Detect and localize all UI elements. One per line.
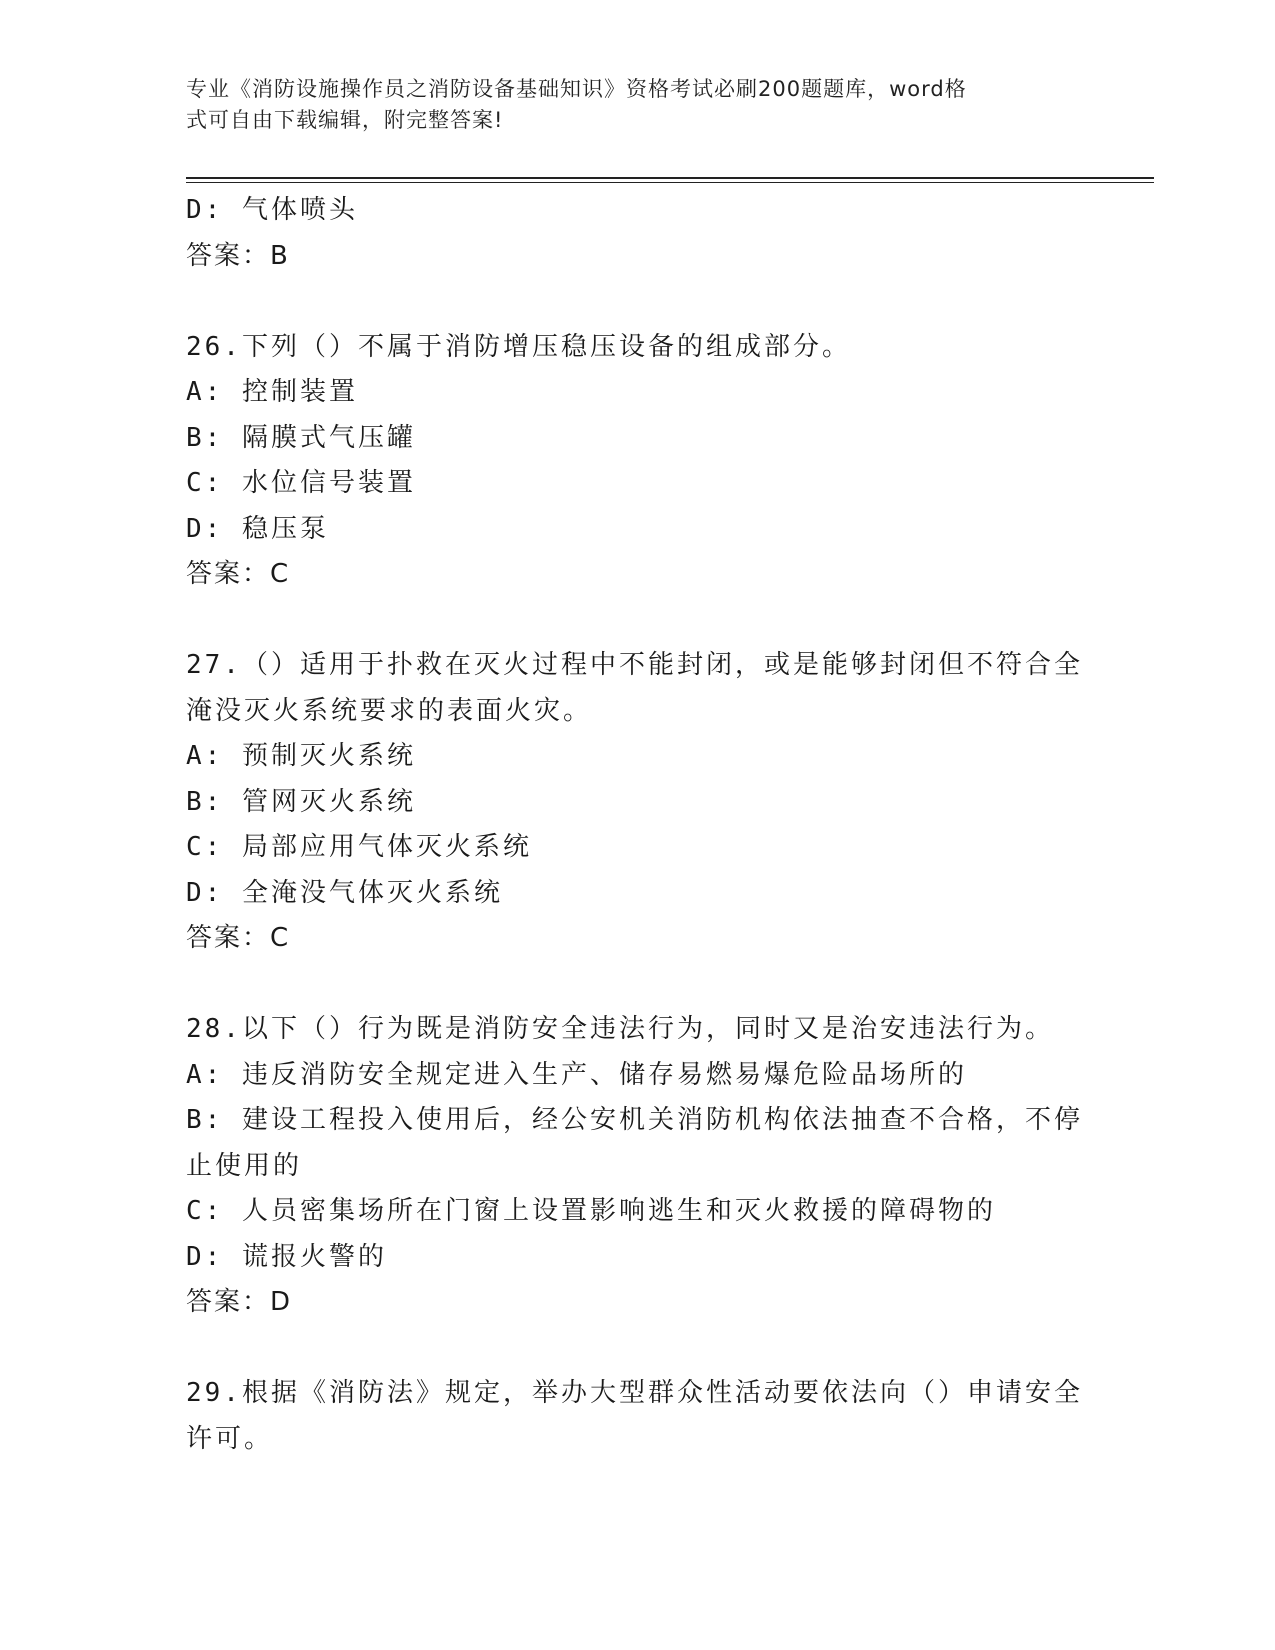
option-d: D: 谎报火警的 [186,1241,387,1272]
header-divider [186,177,1154,179]
question-28 [186,1007,1086,1326]
question-29 [186,1371,1086,1462]
header-divider-thin [186,182,1154,183]
spacer [186,962,1086,1008]
option-c: C: 水位信号装置 [186,468,416,498]
option-b: B: 建设工程投入使用后，经公安机关消防机构依法抽查不合格，不停 [186,1105,1083,1135]
header-line-1: 专业《消防设施操作员之消防设备基础知识》资格考试必刷200题题库，word格 [186,77,967,101]
option-b-continued: 止使用的 [186,1150,303,1181]
spacer [186,279,1086,325]
answer-line: 答案：C [186,923,291,953]
option-c: C: 人员密集场所在门窗上设置影响逃生和灭火救援的障碍物的 [186,1196,996,1226]
option-b: B: 管网灭火系统 [186,786,416,817]
option-b: B: 隔膜式气压罐 [186,422,416,453]
spacer [186,598,1086,644]
option-d: D: 稳压泵 [186,513,329,544]
answer-line: 答案：B [186,240,290,271]
header-line-2: 式可自由下载编辑，附完整答案! [186,108,504,132]
answer-line: 答案：C [186,559,291,589]
option-d: D: 全淹没气体灭火系统 [186,877,503,908]
question-stem: 27.（）适用于扑救在灭火过程中不能封闭，或是能够封闭但不符合全 [186,650,1083,680]
question-stem: 26.下列（）不属于消防增压稳压设备的组成部分。 [186,331,851,362]
question-27 [186,643,1086,962]
option-a: A: 预制灭火系统 [186,741,416,771]
question-stem: 29.根据《消防法》规定，举办大型群众性活动要依法向（）申请安全 [186,1378,1083,1408]
option-c: C: 局部应用气体灭火系统 [186,832,532,862]
question-26 [186,325,1086,598]
question-stem-continued: 许可。 [186,1423,274,1454]
question-stem: 28.以下（）行为既是消防安全违法行为，同时又是治安违法行为。 [186,1014,1054,1044]
page-header [186,74,1066,136]
option-a: A: 违反消防安全规定进入生产、储存易燃易爆危险品场所的 [186,1059,967,1090]
option-d: D: 气体喷头 [186,195,358,225]
question-list [186,188,1086,1462]
spacer [186,1326,1086,1372]
option-a: A: 控制装置 [186,377,358,407]
answer-line: 答案：D [186,1287,293,1317]
question-stem-continued: 淹没灭火系统要求的表面火灾。 [186,695,593,726]
